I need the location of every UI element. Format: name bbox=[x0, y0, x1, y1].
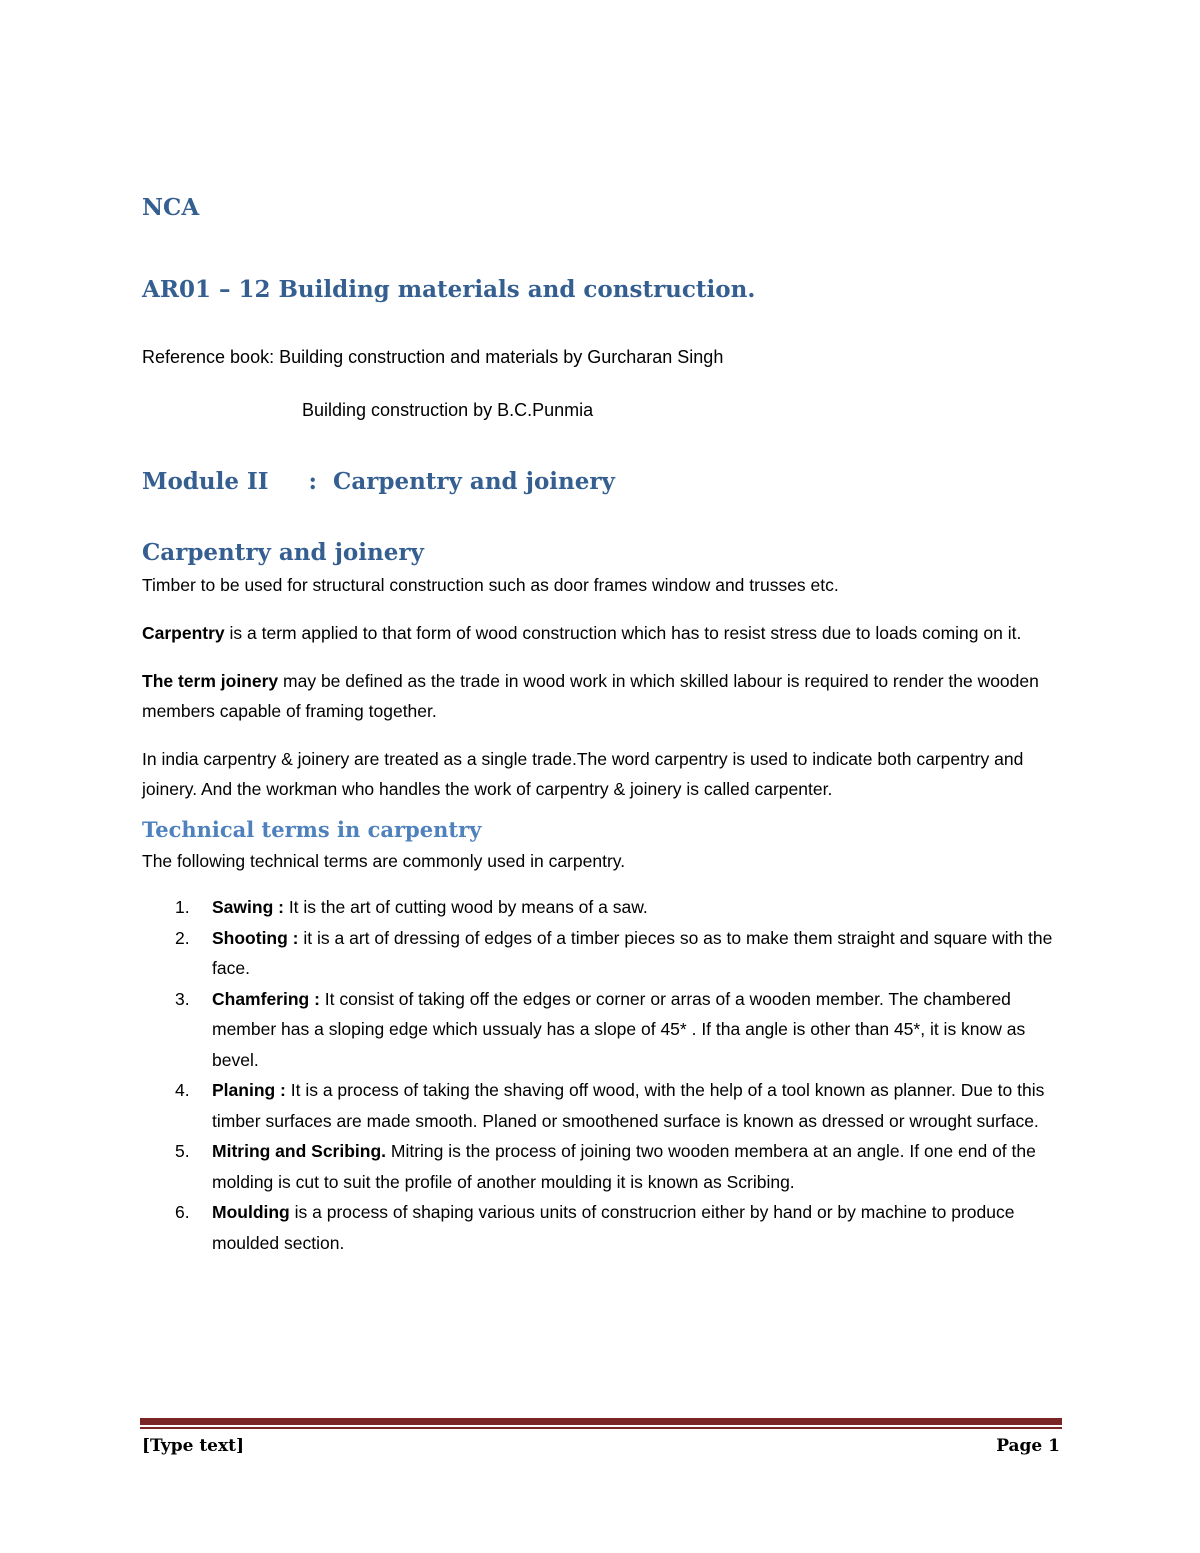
list-number: 4. bbox=[175, 1080, 190, 1100]
term-label: Planing : bbox=[212, 1080, 286, 1100]
reference-line-2: Building construction by B.C.Punmia bbox=[302, 400, 594, 420]
technical-intro: The following technical terms are commonly used in carpentry. bbox=[142, 851, 626, 871]
joinery-paragraph bbox=[142, 666, 1062, 726]
footer-divider-thick bbox=[140, 1418, 1062, 1425]
term-text: It is a process of taking the shaving off wood, with the help of a tool known as planner. Due to this timber surfaces are made smooth. Planed or smoothened surface is known as dressed or wrought surface. bbox=[212, 1080, 1045, 1131]
term-label: Mitring and Scribing. bbox=[212, 1141, 387, 1161]
course-title: AR01 – 12 Building materials and construction. bbox=[142, 276, 756, 303]
reference-line-1: Reference book: Building construction and materials by Gurcharan Singh bbox=[142, 347, 724, 367]
footer-divider-thin bbox=[140, 1427, 1062, 1429]
list-number: 3. bbox=[175, 988, 190, 1009]
term-label: Sawing : bbox=[212, 897, 284, 917]
term-text: Mitring is the process of joining two wooden membera at an angle. If one end of the molding is cut to suit the profile of another moulding it is known as Scribing. bbox=[212, 1141, 1036, 1192]
intro-paragraph: Timber to be used for structural construction such as door frames window and trusses etc. bbox=[142, 575, 839, 595]
list-number: 1. bbox=[175, 897, 190, 917]
list-item bbox=[142, 1197, 1062, 1258]
module-title: Module II : Carpentry and joinery bbox=[142, 468, 615, 495]
term-label: Moulding bbox=[212, 1202, 290, 1222]
india-paragraph: In india carpentry & joinery are treated as a single trade.The word carpentry is used to indicate both carpentry and joinery. And the workman who handles the work of carpentry & joinery is called carpenter. bbox=[142, 749, 1024, 799]
list-item bbox=[142, 892, 1062, 923]
page-content bbox=[142, 190, 1062, 1258]
technical-terms-list bbox=[142, 892, 1062, 1258]
joinery-term: The term joinery bbox=[142, 671, 279, 691]
term-text: it is a art of dressing of edges of a timber pieces so as to make them straight and square with the face. bbox=[212, 927, 1053, 978]
carpentry-text: is a term applied to that form of wood construction which has to resist stress due to loads coming on it. bbox=[224, 623, 1022, 643]
joinery-text: may be defined as the trade in wood work in which skilled labour is required to render the wooden members capable of framing together. bbox=[142, 671, 1039, 721]
list-item bbox=[142, 923, 1062, 984]
page-number: Page 1 bbox=[996, 1436, 1060, 1456]
section-heading-carpentry: Carpentry and joinery bbox=[142, 539, 424, 566]
term-text: It consist of taking off the edges or corner or arras of a wooden member. The chambered member has a sloping edge which ussualy has a slope of 45* . If tha angle is other than 45*, it is know as bevel. bbox=[212, 988, 1026, 1070]
term-text: It is the art of cutting wood by means of a saw. bbox=[283, 897, 648, 917]
term-text: is a process of shaping various units of construcrion either by hand or by machine to produce moulded section. bbox=[212, 1202, 1015, 1253]
term-label: Shooting : bbox=[212, 927, 299, 948]
carpentry-paragraph bbox=[142, 618, 1062, 648]
list-item bbox=[142, 1136, 1062, 1197]
section-heading-technical-terms: Technical terms in carpentry bbox=[142, 817, 482, 842]
list-number: 6. bbox=[175, 1202, 190, 1222]
footer-placeholder-text[interactable]: [Type text] bbox=[142, 1436, 245, 1456]
list-number: 2. bbox=[175, 927, 190, 948]
list-item bbox=[142, 1075, 1062, 1136]
list-item bbox=[142, 984, 1062, 1076]
org-title: NCA bbox=[142, 194, 200, 221]
list-number: 5. bbox=[175, 1141, 190, 1161]
term-label: Chamfering : bbox=[212, 988, 320, 1009]
carpentry-term: Carpentry bbox=[142, 623, 225, 643]
